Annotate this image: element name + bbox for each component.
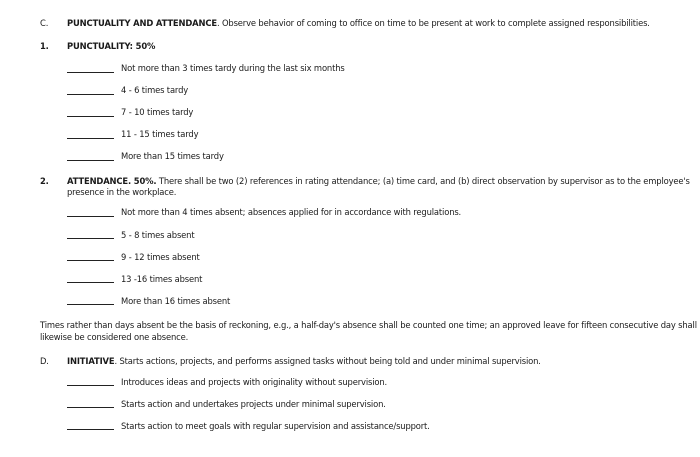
section-c-description: . Observe behavior of coming to office on time to be present at work to complete assigned responsibilities.: [216, 18, 650, 28]
punctuality-blank-5[interactable]: [67, 160, 114, 161]
item-2-description: There shall be two (2) references in rating attendance; (a) time card, and (b) direct observation by supervisor as to the employee's: [156, 176, 690, 186]
item-2-heading: [67, 176, 690, 186]
attendance-note-line1: Times rather than days absent be the basis of reckoning, e.g., a half-day's absence shall be counted one time; an approved leave for fifteen consecutive day shall: [40, 320, 697, 330]
initiative-option-3: Starts action to meet goals with regular supervision and assistance/support.: [121, 421, 430, 431]
punctuality-blank-2[interactable]: [67, 94, 114, 95]
attendance-blank-2[interactable]: [67, 238, 114, 239]
attendance-option-2: 5 - 8 times absent: [121, 230, 195, 240]
attendance-option-5: More than 16 times absent: [121, 296, 231, 306]
punctuality-option-4: 11 - 15 times tardy: [121, 129, 199, 139]
section-d-heading: [67, 356, 541, 366]
section-c-heading: [67, 18, 650, 28]
punctuality-option-1: Not more than 3 times tardy during the last six months: [121, 63, 345, 73]
section-d-description: . Starts actions, projects, and performs assigned tasks without being told and under minimal supervision.: [114, 356, 541, 366]
initiative-option-2: Starts action and undertakes projects under minimal supervision.: [121, 399, 386, 409]
initiative-blank-3[interactable]: [67, 429, 114, 430]
initiative-blank-2[interactable]: [67, 407, 114, 408]
attendance-blank-3[interactable]: [67, 260, 114, 261]
attendance-blank-5[interactable]: [67, 304, 114, 305]
punctuality-option-2: 4 - 6 times tardy: [121, 85, 189, 95]
punctuality-blank-1[interactable]: [67, 72, 114, 73]
attendance-option-1: Not more than 4 times absent; absences applied for in accordance with regulations.: [121, 207, 462, 217]
attendance-note-line2: likewise be considered one absence.: [40, 332, 189, 342]
item-2-description-cont: presence in the workplace.: [67, 187, 177, 197]
punctuality-option-5: More than 15 times tardy: [121, 151, 224, 161]
punctuality-blank-3[interactable]: [67, 116, 114, 117]
section-c-title: PUNCTUALITY AND ATTENDANCE: [67, 18, 217, 28]
attendance-blank-1[interactable]: [67, 216, 114, 217]
attendance-option-4: 13 -16 times absent: [121, 274, 203, 284]
item-1-marker: 1.: [40, 41, 49, 51]
punctuality-blank-4[interactable]: [67, 138, 114, 139]
initiative-blank-1[interactable]: [67, 385, 114, 386]
item-2-title: ATTENDANCE. 50%.: [67, 176, 157, 186]
initiative-option-1: Introduces ideas and projects with originality without supervision.: [121, 377, 388, 387]
attendance-blank-4[interactable]: [67, 282, 114, 283]
item-1-title: PUNCTUALITY: 50%: [67, 41, 156, 51]
section-d-marker: D.: [40, 356, 49, 366]
item-2-marker: 2.: [40, 176, 49, 186]
section-c-marker: C.: [40, 18, 49, 28]
attendance-option-3: 9 - 12 times absent: [121, 252, 200, 262]
section-d-title: INITIATIVE: [67, 356, 115, 366]
punctuality-option-3: 7 - 10 times tardy: [121, 107, 194, 117]
